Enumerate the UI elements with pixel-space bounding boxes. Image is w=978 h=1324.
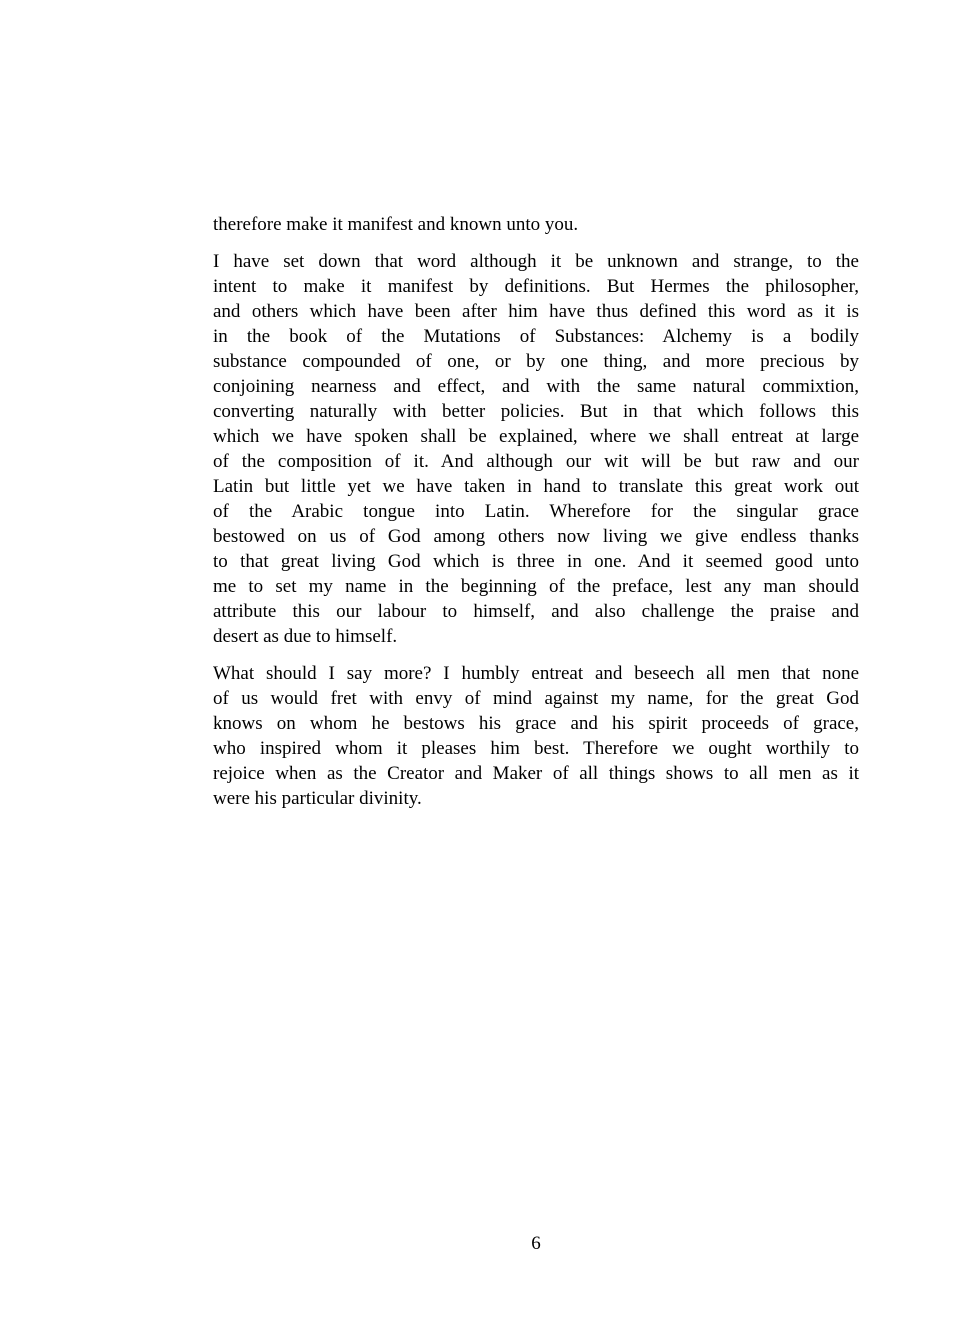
- text-line: Latin but little yet we have taken in hand to translate this great work out: [213, 476, 859, 497]
- text-block: [213, 212, 859, 823]
- text-line: What should I say more? I humbly entreat and beseech all men that none: [213, 663, 859, 684]
- text-line: conjoining nearness and effect, and with the same natural commixtion,: [213, 376, 859, 397]
- text-line: to that great living God which is three in one. And it seemed good unto: [213, 551, 859, 572]
- text-line: which we have spoken shall be explained, where we shall entreat at large: [213, 426, 859, 447]
- text-line: substance compounded of one, or by one thing, and more precious by: [213, 351, 859, 372]
- text-line: of us would fret with envy of mind against my name, for the great God: [213, 688, 859, 709]
- text-line: intent to make it manifest by definitions. But Hermes the philosopher,: [213, 276, 859, 297]
- text-line: knows on whom he bestows his grace and his spirit proceeds of grace,: [213, 713, 859, 734]
- page-number: 6: [531, 1233, 541, 1254]
- text-line: and others which have been after him have thus defined this word as it is: [213, 301, 859, 322]
- paragraph: [213, 661, 859, 811]
- text-line: bestowed on us of God among others now living we give endless thanks: [213, 526, 859, 547]
- text-line: desert as due to himself.: [213, 626, 398, 647]
- text-line: therefore make it manifest and known unto you.: [213, 214, 579, 235]
- text-line: rejoice when as the Creator and Maker of all things shows to all men as it: [213, 763, 859, 784]
- text-line: who inspired whom it pleases him best. Therefore we ought worthily to: [213, 738, 859, 759]
- text-line: me to set my name in the beginning of the preface, lest any man should: [213, 576, 859, 597]
- text-line: attribute this our labour to himself, and also challenge the praise and: [213, 601, 859, 622]
- text-line: converting naturally with better policies. But in that which follows this: [213, 401, 859, 422]
- text-line: I have set down that word although it be unknown and strange, to the: [213, 251, 859, 272]
- text-line: were his particular divinity.: [213, 788, 422, 809]
- text-line: of the composition of it. And although our wit will be but raw and our: [213, 451, 859, 472]
- text-line: of the Arabic tongue into Latin. Wherefore for the singular grace: [213, 501, 859, 522]
- paragraph: [213, 212, 859, 237]
- paragraph: [213, 249, 859, 649]
- text-line: in the book of the Mutations of Substances: Alchemy is a bodily: [213, 326, 859, 347]
